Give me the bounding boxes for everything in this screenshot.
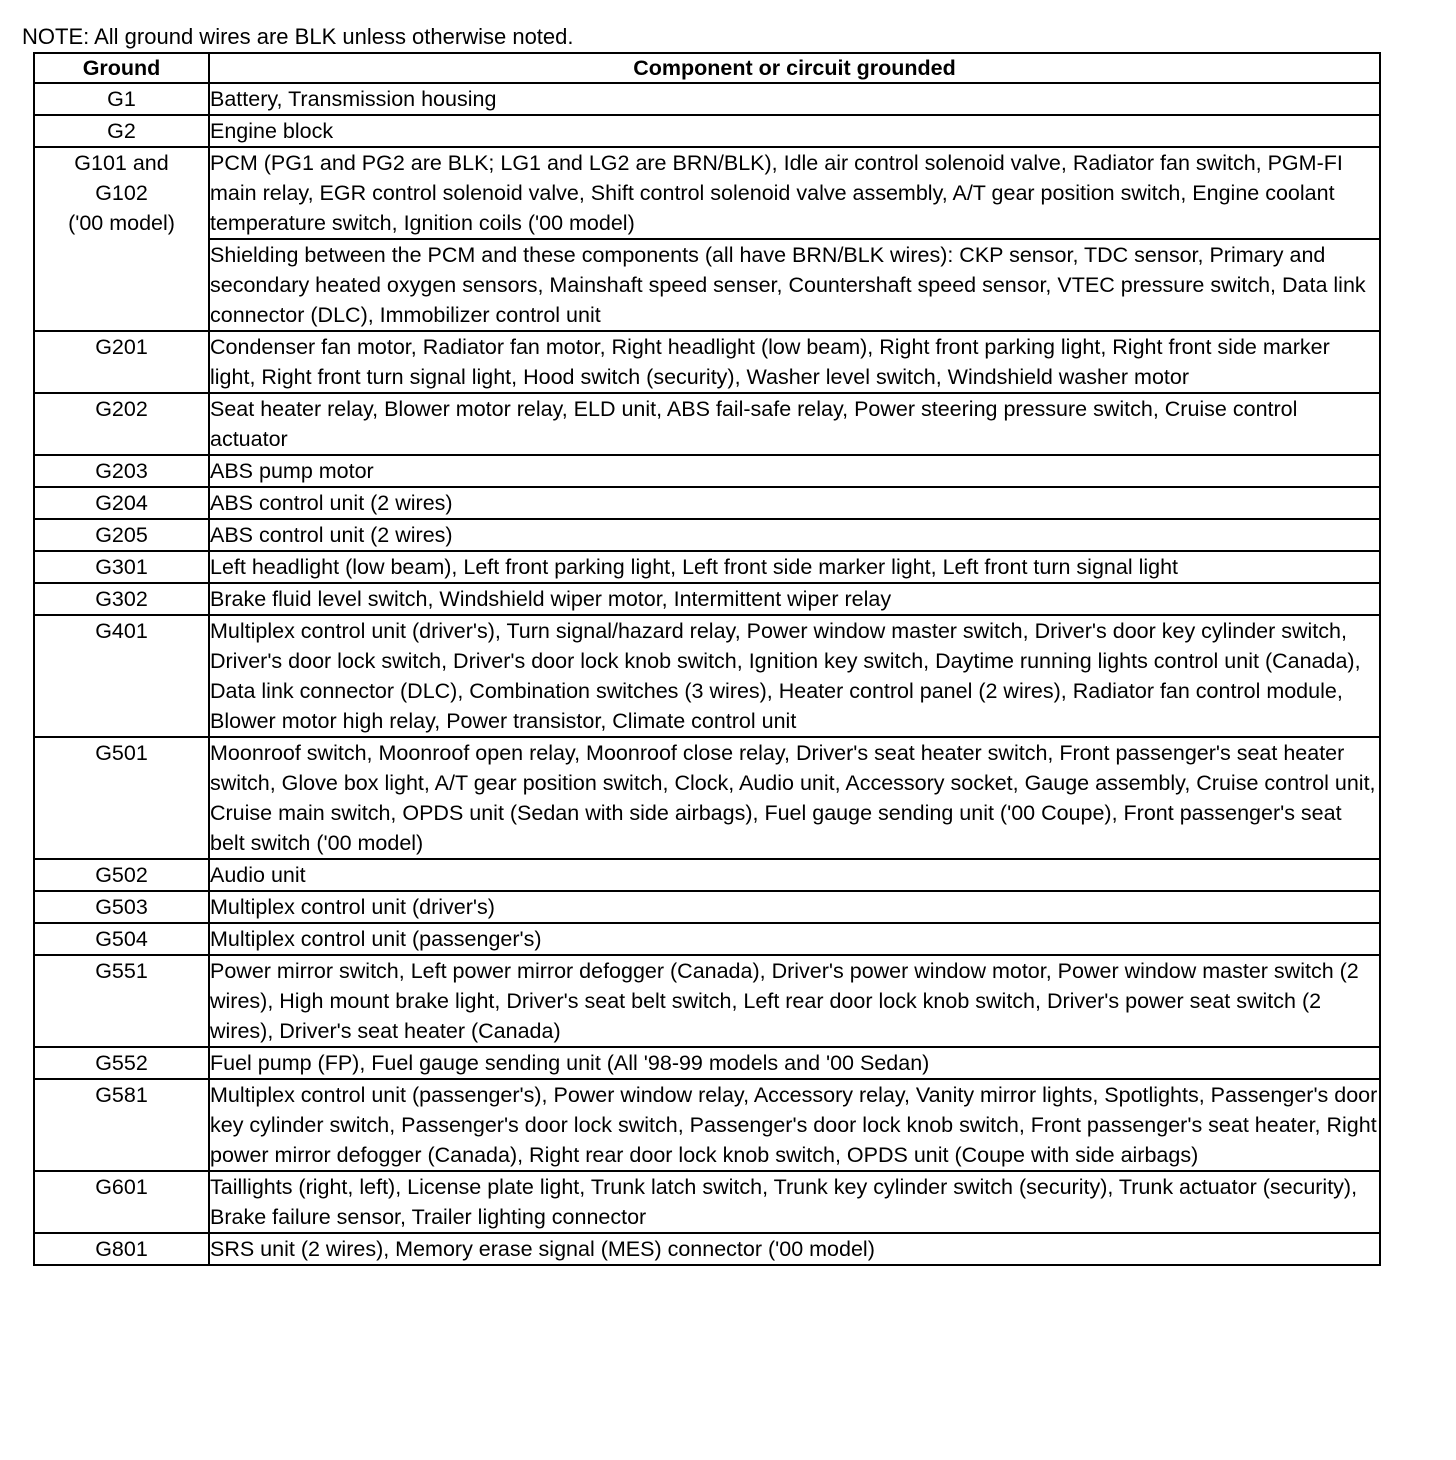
ground-cell: G101 and G102 ('00 model) [34, 147, 209, 331]
component-column-header: Component or circuit grounded [209, 53, 1380, 83]
component-cell: Condenser fan motor, Radiator fan motor, Right headlight (low beam), Right front parking light, Right front side marker light, Right front turn signal light, Hood switch (security), Washer level switch, Windshield washer motor [209, 331, 1380, 393]
component-cell: Multiplex control unit (passenger's) [209, 923, 1380, 955]
table-row [34, 923, 1380, 955]
table-row [34, 859, 1380, 891]
table-row [34, 83, 1380, 115]
component-cell: Multiplex control unit (driver's) [209, 891, 1380, 923]
table-row [34, 393, 1380, 455]
ground-cell: G204 [34, 487, 209, 519]
ground-cell: G203 [34, 455, 209, 487]
component-cell: SRS unit (2 wires), Memory erase signal (MES) connector ('00 model) [209, 1233, 1380, 1265]
ground-cell: G302 [34, 583, 209, 615]
note-text: NOTE: All ground wires are BLK unless otherwise noted. [22, 24, 574, 49]
ground-cell: G801 [34, 1233, 209, 1265]
ground-table [33, 52, 1381, 1266]
ground-cell: G502 [34, 859, 209, 891]
ground-cell: G552 [34, 1047, 209, 1079]
table-row [34, 331, 1380, 393]
table-row [34, 955, 1380, 1047]
component-cell: Left headlight (low beam), Left front parking light, Left front side marker light, Left front turn signal light [209, 551, 1380, 583]
ground-cell: G581 [34, 1079, 209, 1171]
ground-cell: G2 [34, 115, 209, 147]
component-cell: ABS pump motor [209, 455, 1380, 487]
table-row [34, 115, 1380, 147]
table-row [34, 1171, 1380, 1233]
component-cell: Shielding between the PCM and these components (all have BRN/BLK wires): CKP sensor, TDC sensor, Primary and secondary heated oxygen sensors, Mainshaft speed senser, Countershaft speed sensor, VTEC pressure switch, Data link connector (DLC), Immobilizer control unit [209, 239, 1380, 331]
table-row [34, 891, 1380, 923]
table-row [34, 1233, 1380, 1265]
table-row [34, 487, 1380, 519]
ground-cell: G301 [34, 551, 209, 583]
ground-cell: G202 [34, 393, 209, 455]
ground-cell: G601 [34, 1171, 209, 1233]
component-cell: Seat heater relay, Blower motor relay, ELD unit, ABS fail-safe relay, Power steering pressure switch, Cruise control actuator [209, 393, 1380, 455]
ground-cell: G501 [34, 737, 209, 859]
table-row [34, 615, 1380, 737]
component-cell: Moonroof switch, Moonroof open relay, Moonroof close relay, Driver's seat heater switch, Front passenger's seat heater switch, Glove box light, A/T gear position switch, Clock, Audio unit, Accessory socket, Gauge assembly, Cruise control unit, Cruise main switch, OPDS unit (Sedan with side airbags), Fuel gauge sending unit ('00 Coupe), Front passenger's seat belt switch ('00 model) [209, 737, 1380, 859]
table-row [34, 1047, 1380, 1079]
table-row [34, 1079, 1380, 1171]
table-row [34, 737, 1380, 859]
component-cell: Fuel pump (FP), Fuel gauge sending unit (All '98-99 models and '00 Sedan) [209, 1047, 1380, 1079]
component-cell: Battery, Transmission housing [209, 83, 1380, 115]
component-cell: Engine block [209, 115, 1380, 147]
component-cell: Brake fluid level switch, Windshield wiper motor, Intermittent wiper relay [209, 583, 1380, 615]
ground-cell: G504 [34, 923, 209, 955]
table-row [34, 583, 1380, 615]
ground-column-header: Ground [34, 53, 209, 83]
ground-cell: G401 [34, 615, 209, 737]
component-cell: ABS control unit (2 wires) [209, 519, 1380, 551]
component-cell: ABS control unit (2 wires) [209, 487, 1380, 519]
component-cell: Multiplex control unit (driver's), Turn signal/hazard relay, Power window master switch, Driver's door key cylinder switch, Driver's door lock switch, Driver's door lock knob switch, Ignition key switch, Daytime running lights control unit (Canada), Data link connector (DLC), Combination switches (3 wires), Heater control panel (2 wires), Radiator fan control module, Blower motor high relay, Power transistor, Climate control unit [209, 615, 1380, 737]
ground-cell: G201 [34, 331, 209, 393]
component-cell: Taillights (right, left), License plate light, Trunk latch switch, Trunk key cylinder switch (security), Trunk actuator (security), Brake failure sensor, Trailer lighting connector [209, 1171, 1380, 1233]
component-cell: Multiplex control unit (passenger's), Power window relay, Accessory relay, Vanity mirror lights, Spotlights, Passenger's door key cylinder switch, Passenger's door lock switch, Passenger's door lock knob switch, Front passenger's seat heater, Right power mirror defogger (Canada), Right rear door lock knob switch, OPDS unit (Coupe with side airbags) [209, 1079, 1380, 1171]
component-cell: PCM (PG1 and PG2 are BLK; LG1 and LG2 are BRN/BLK), Idle air control solenoid valve, Radiator fan switch, PGM-FI main relay, EGR control solenoid valve, Shift control solenoid valve assembly, A/T gear position switch, Engine coolant temperature switch, Ignition coils ('00 model) [209, 147, 1380, 239]
table-row [34, 147, 1380, 239]
component-cell: Power mirror switch, Left power mirror defogger (Canada), Driver's power window motor, Power window master switch (2 wires), High mount brake light, Driver's seat belt switch, Left rear door lock knob switch, Driver's power seat switch (2 wires), Driver's seat heater (Canada) [209, 955, 1380, 1047]
component-cell: Audio unit [209, 859, 1380, 891]
ground-cell: G205 [34, 519, 209, 551]
ground-cell: G1 [34, 83, 209, 115]
table-row [34, 551, 1380, 583]
table-row [34, 239, 1380, 331]
ground-cell: G503 [34, 891, 209, 923]
table-row [34, 455, 1380, 487]
table-row [34, 519, 1380, 551]
header-row [34, 53, 1380, 83]
ground-cell: G551 [34, 955, 209, 1047]
